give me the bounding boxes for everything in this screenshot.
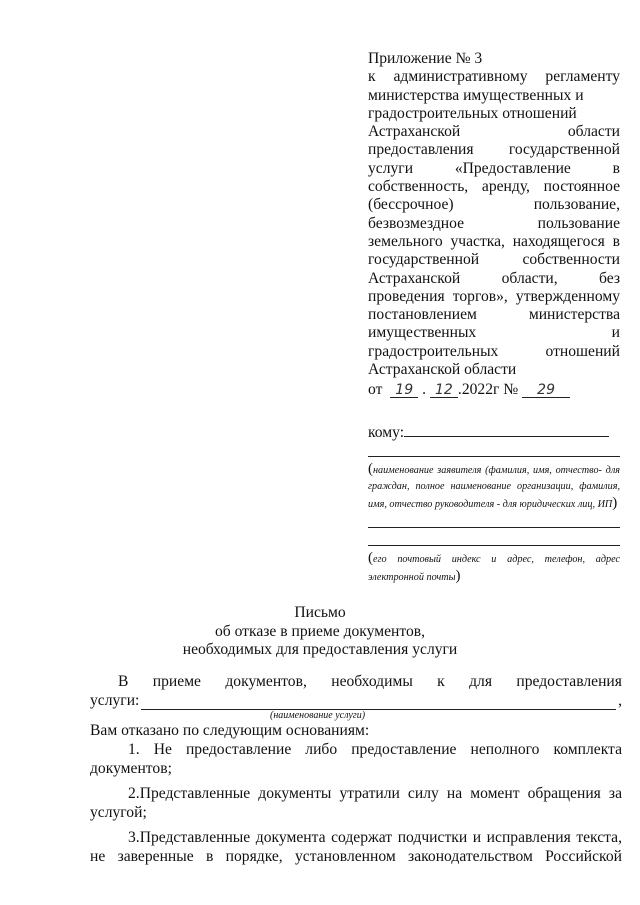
service-line: услуги: , (90, 692, 622, 709)
recipient-note-2-text: его почтовый индекс и адрес, телефон, адрес электронной почты (368, 554, 620, 583)
intro-word: приеме (152, 673, 201, 690)
recipient-note-1-text: наименование заявителя (фамилия, имя, отчество- для граждан, полное наименование организации, фамилия, имя, отчество руководителя - для юридических лиц, ИП (368, 465, 620, 510)
recipient-rule (368, 456, 620, 457)
date-prefix: от (368, 381, 383, 399)
appendix-line: имущественных и (368, 324, 620, 342)
appendix-line: к административному регламенту (368, 68, 620, 86)
recipient-rule (368, 545, 620, 546)
approval-date-line: от 19 . 12 .2022г № 29 (368, 381, 620, 399)
letter-body (90, 672, 622, 866)
intro-word: документов, (225, 673, 307, 690)
appendix-heading: Приложение № 3 (368, 50, 483, 67)
appendix-line: (бессрочное) пользование, (368, 196, 620, 214)
intro-word: к (437, 673, 445, 690)
appendix-line: собственность, аренду, постоянное (368, 178, 620, 196)
appendix-line: постановлением министерства (368, 306, 620, 324)
appendix-line: проведения торгов», утвержденному (368, 287, 620, 305)
recipient-block (368, 424, 620, 586)
reason-1: 1. Не предоставление либо предоставление неполного комплекта документов; (90, 741, 622, 777)
appendix-line: предоставления государственной (368, 141, 620, 159)
title-line-3: необходимых для предоставления услуги (182, 641, 458, 658)
approval-day: 19 (390, 383, 418, 398)
intro-word: необходимы (331, 673, 413, 690)
appendix-line: государственной собственности (368, 251, 620, 269)
letter-title (0, 604, 640, 660)
approval-month: 12 (430, 383, 458, 398)
refusal-intro: Вам отказано по следующим основаниям: (90, 722, 370, 739)
service-note: (наименование услуги) (270, 710, 366, 721)
intro-line (90, 672, 622, 691)
recipient-name-blank (404, 424, 609, 437)
service-label: услуги: (90, 692, 140, 709)
reason-2: 2.Представленные документы утратили силу на момент обращения за услугой; (90, 785, 622, 821)
appendix-line: безвозмездное пользование (368, 214, 620, 232)
appendix-line: земельного участка, находящегося в (368, 232, 620, 250)
appendix-block (368, 50, 620, 400)
title-line-1: Письмо (294, 604, 346, 621)
approval-year: .2022г № (457, 381, 519, 399)
intro-word: предоставления (516, 673, 622, 690)
appendix-line: министерства имущественных и (368, 86, 584, 104)
recipient-note-2: (его почтовый индекс и адрес, телефон, адрес электронной почты) (368, 550, 620, 584)
appendix-line: градостроительных отношений (368, 104, 577, 122)
appendix-line: Астраханской области (368, 361, 517, 379)
intro-word: В (118, 673, 129, 690)
to-line (368, 424, 620, 442)
appendix-line: Астраханской области, без (368, 269, 620, 287)
appendix-line: услуги «Предоставление в (368, 159, 620, 177)
intro-word: для (469, 673, 493, 690)
service-blank (141, 697, 616, 710)
appendix-line: Астраханской области (368, 123, 620, 141)
appendix-line: градостроительных отношений (368, 342, 620, 360)
reason-3: 3.Представленные документа содержат подчистки и исправления текста, не заверенные в порядке, установленном законодательством Российской (90, 829, 622, 865)
title-line-2: об отказе в приеме документов, (214, 622, 426, 640)
recipient-note-1: (наименование заявителя (фамилия, имя, отчество- для граждан, полное наименование организации, фамилия, имя, отчество руководителя - для юридических лиц, ИП) (368, 461, 620, 511)
to-label: кому: (368, 424, 405, 441)
recipient-rule (368, 527, 620, 528)
approval-number: 29 (522, 383, 570, 398)
